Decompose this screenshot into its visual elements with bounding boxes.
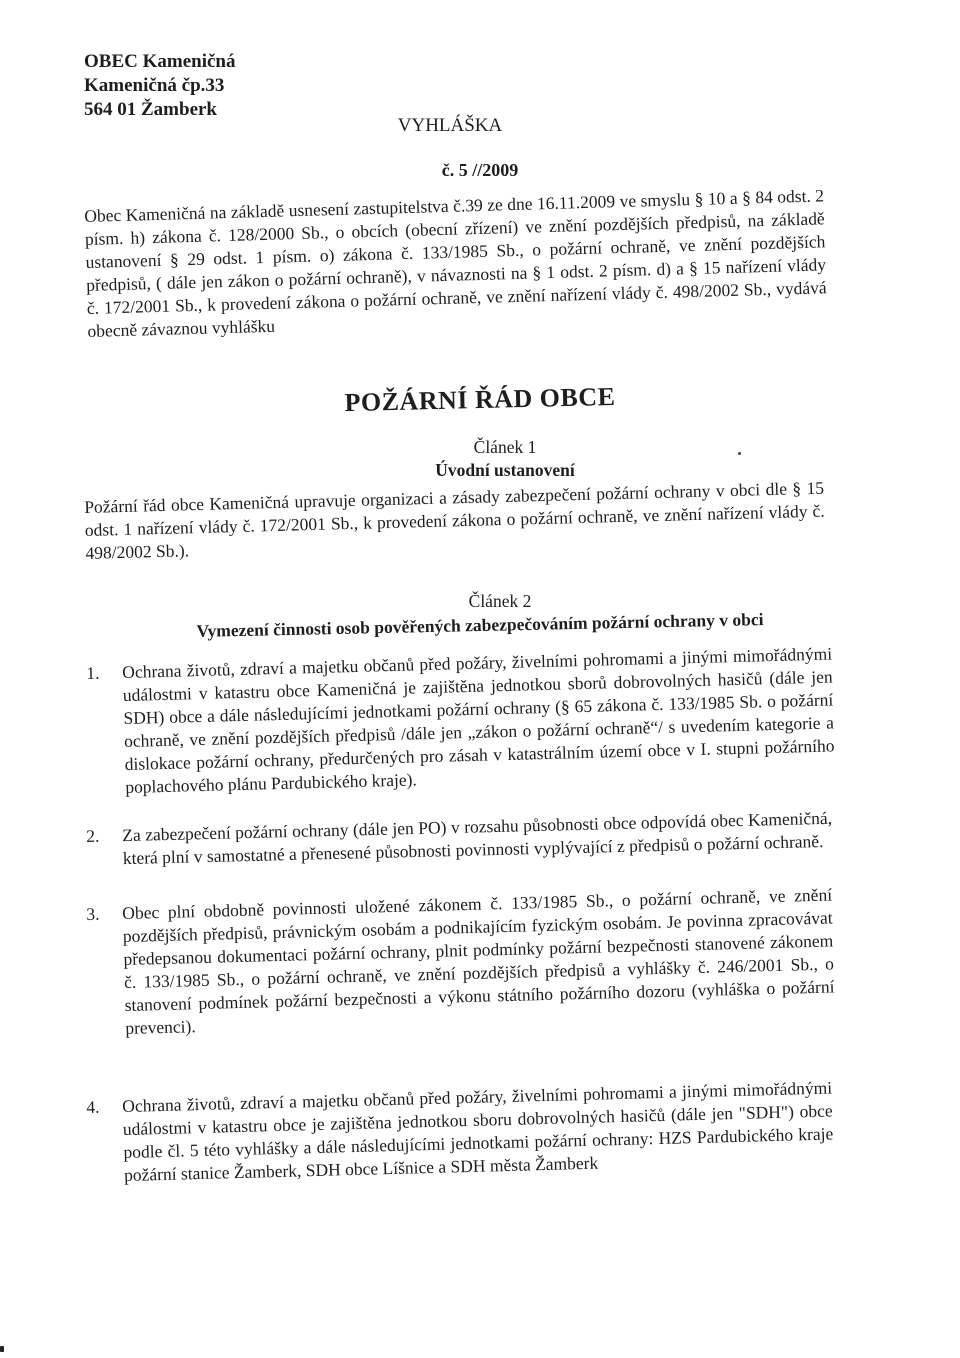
article-1-block <box>84 477 826 565</box>
list-item-text: Ochrana životů, zdraví a majetku občanů před požáry, živelními pohromami a jinými mimořádnými událostmi v katastru obce je zajištěna jednotkou sboru dobrovolných hasičů (dále jen "SDH") obce podle čl. 5 této vyhlášky a dále následujícími jednotkami požární ochrany: HZS Pardubického kraje požární stanice Žamberk, SDH obce Líšnice a SDH města Žamberk <box>122 1077 834 1186</box>
scan-speck <box>738 452 741 455</box>
list-item <box>86 1076 834 1187</box>
article-2-label: Článek 2 <box>468 591 532 611</box>
scan-mark <box>0 1346 4 1352</box>
decree-title: VYHLÁŠKA <box>397 115 503 136</box>
main-title: POŽÁRNÍ ŘÁD OBCE <box>344 381 616 418</box>
list-item-number: 4. <box>86 1096 100 1117</box>
header-name: OBEC Kameničná <box>84 51 236 72</box>
article-1-paragraph: Požární řád obce Kameničná upravuje organizaci a zásady zabezpečení požární ochrany v obci dle § 15 odst. 1 nařízení vlády č. 172/2001 Sb., k provedení zákona o požární ochraně, ve znění nařízení vlády č. 498/2002 Sb.). <box>84 477 825 563</box>
list-item-text: Za zabezpečení požární ochrany (dále jen PO) v rozsahu působnosti obce odpovídá obec Kameničná, která plní v samostatné a přenesené působnosti povinnosti vyplývající z předpisů o požární ochraně. <box>122 807 833 869</box>
list-item-text: Obec plní obdobně povinnosti uložené zákonem č. 133/1985 Sb., o požární ochraně, ve znění pozdějších předpisů, právnickým osobám a podnikajícím fyzickým osobám. Je povinna zpracovávat předepsanou dokumentaci požární ochrany, plnit podmínky požární bezpečnosti stanovené zákonem č. 133/1985 Sb., o požární ochraně, ve znění pozdějších předpisů a vyhlášky č. 246/2001 Sb., o stanovení podmínek požární bezpečnosti a výkonu státního požárního dozoru (vyhláška o požární prevenci). <box>122 884 835 1039</box>
intro-paragraph: Obec Kameničná na základě usnesení zastupitelstva č.39 ze dne 16.11.2009 ve smyslu § 10 a § 84 odst. 2 písm. h) zákona č. 128/2000 Sb., o obcích (obecní zřízení) ve znění pozdějších předpisů, na základě ustanovení § 29 odst. 1 písm. o) zákona č. 133/1985 Sb., o požární ochraně, ve znění pozdějších předpisů, ( dále jen zákon o požární ochraně), v návaznosti na § 1 odst. 2 písm. d) a § 15 nařízení vlády č. 172/2001 Sb., k provedení zákona o požární ochraně, ve znění nařízení vlády č. 498/2002 Sb., vydává obecně závaznou vyhlášku <box>84 185 827 341</box>
list-item-number: 2. <box>86 825 100 846</box>
article-1-heading: Úvodní ustanovení <box>435 460 575 480</box>
article-2-heading: Vymezení činnosti osob pověřených zabezpečováním požární ochrany v obci <box>196 609 764 641</box>
municipality-header <box>84 50 235 122</box>
list-item <box>86 642 835 799</box>
article-1-label: Článek 1 <box>473 437 537 457</box>
header-city: 564 01 Žamberk <box>84 99 217 120</box>
list-item-number: 3. <box>86 903 100 924</box>
list-item <box>86 807 833 871</box>
list-item-number: 1. <box>86 662 100 683</box>
decree-number: č. 5 //2009 <box>441 160 519 180</box>
header-address: Kameničná čp.33 <box>84 75 225 96</box>
list-item <box>86 883 835 1040</box>
intro-block <box>84 184 828 343</box>
list-item-text: Ochrana životů, zdraví a majetku občanů před požáry, živelními pohromami a jinými mimořádnými událostmi v katastru obce Kameničná je zajištěna jednotkou sborů dobrovolných hasičů (dále jen SDH) obce a dále následujícími jednotkami požární ochrany (§ 65 zákona č. 133/1985 Sb. o požární ochraně, ve znění pozdějších předpisů /dále jen „zákon o požární ochraně“/ s uvedením kategorie a dislokace požární ochrany, předurčených pro zásah v katastrálním území obce v I. stupni požárního poplachového plánu Pardubického kraje). <box>122 643 835 798</box>
